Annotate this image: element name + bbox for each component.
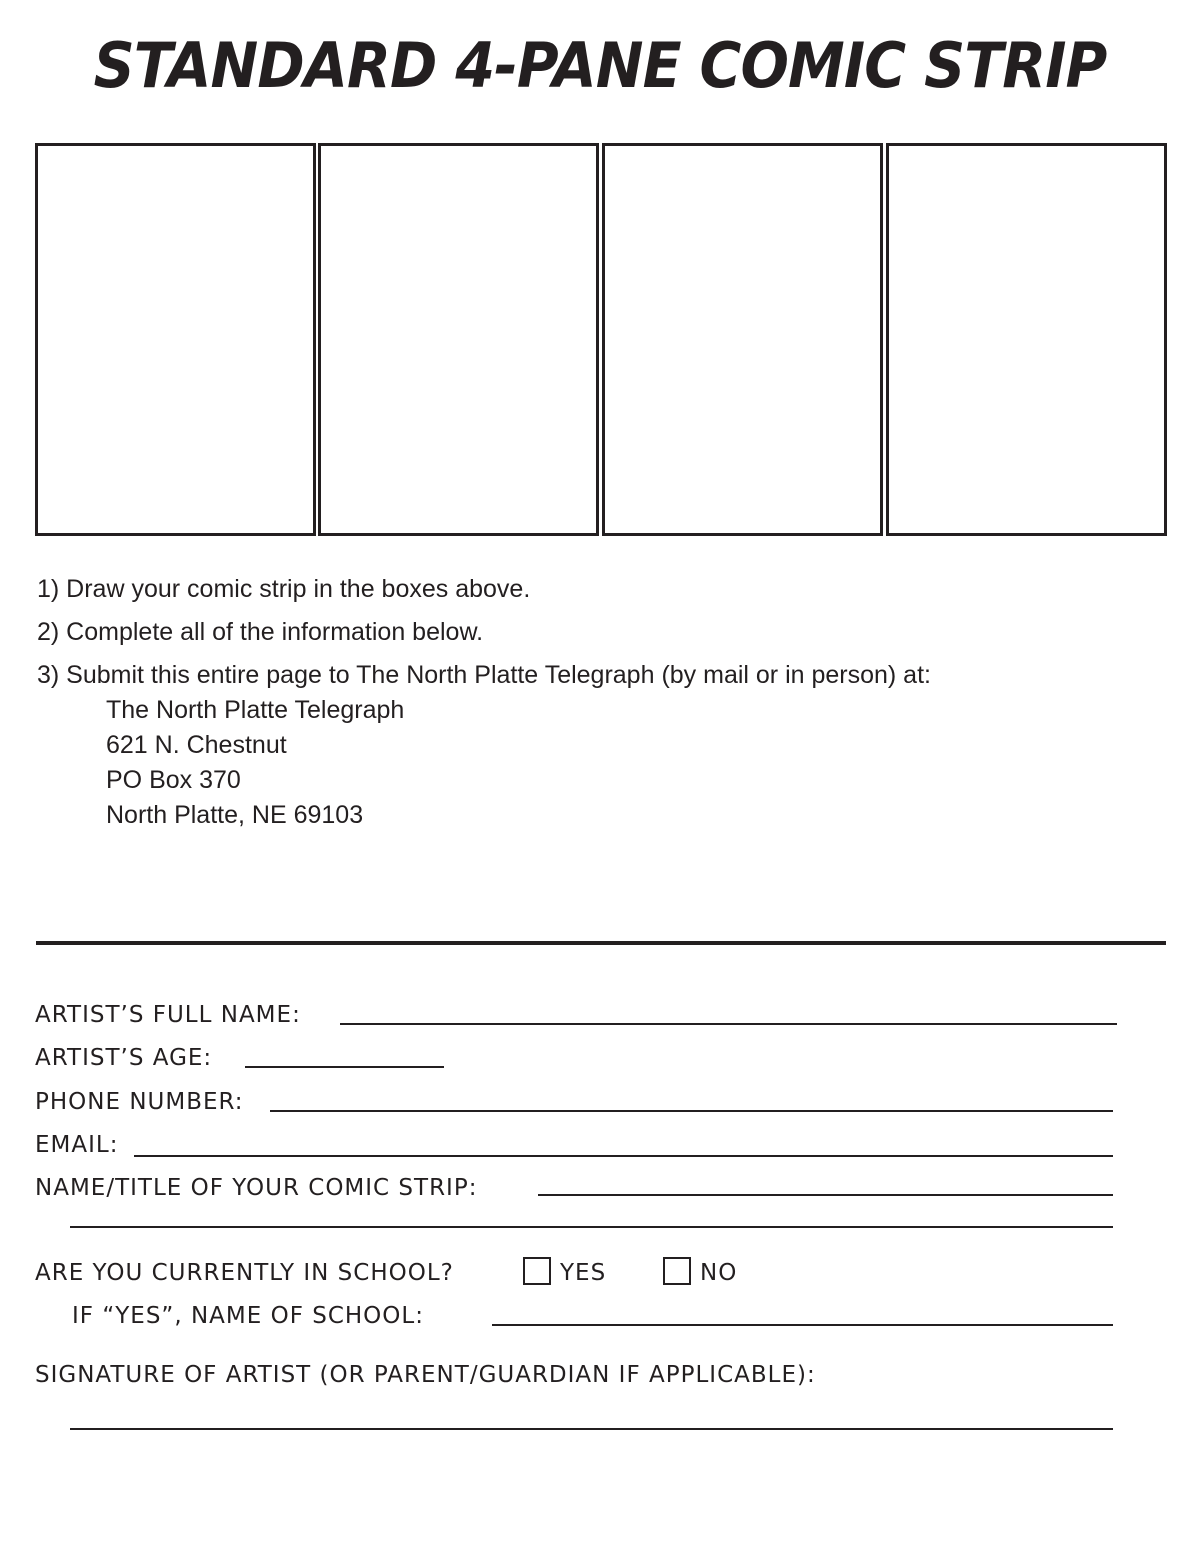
age-label: ARTIST’S AGE: <box>35 1045 213 1071</box>
phone-field[interactable] <box>270 1110 1113 1112</box>
address-name: The North Platte Telegraph <box>106 696 405 724</box>
comic-title-field-line-2[interactable] <box>70 1226 1113 1228</box>
yes-checkbox[interactable] <box>523 1257 551 1285</box>
address-po-box: PO Box 370 <box>106 766 241 794</box>
comic-pane-1[interactable] <box>35 143 316 536</box>
age-field[interactable] <box>245 1066 444 1068</box>
comic-pane-2[interactable] <box>318 143 599 536</box>
comic-pane-4[interactable] <box>886 143 1167 536</box>
comic-pane-3[interactable] <box>602 143 883 536</box>
section-divider <box>36 941 1166 945</box>
comic-title-label: NAME/TITLE OF YOUR COMIC STRIP: <box>35 1175 478 1201</box>
signature-field[interactable] <box>70 1428 1113 1430</box>
instruction-2: 2) Complete all of the information below. <box>37 618 484 646</box>
school-question-label: ARE YOU CURRENTLY IN SCHOOL? <box>35 1260 454 1286</box>
phone-label: PHONE NUMBER: <box>35 1089 244 1115</box>
page-title: STANDARD 4-PANE COMIC STRIP <box>93 29 1107 102</box>
no-checkbox[interactable] <box>663 1257 691 1285</box>
address-city: North Platte, NE 69103 <box>106 801 364 829</box>
instruction-1: 1) Draw your comic strip in the boxes above. <box>37 575 531 603</box>
signature-label: SIGNATURE OF ARTIST (OR PARENT/GUARDIAN IF APPLICABLE): <box>35 1362 816 1388</box>
school-name-label: IF “YES”, NAME OF SCHOOL: <box>72 1303 424 1329</box>
address-street: 621 N. Chestnut <box>106 731 287 759</box>
full-name-field[interactable] <box>340 1023 1117 1025</box>
comic-title-field[interactable] <box>538 1194 1113 1196</box>
email-field[interactable] <box>134 1155 1113 1157</box>
email-label: EMAIL: <box>35 1132 119 1158</box>
school-name-field[interactable] <box>492 1324 1113 1326</box>
no-label: NO <box>700 1260 738 1286</box>
yes-label: YES <box>560 1260 607 1286</box>
full-name-label: ARTIST’S FULL NAME: <box>35 1002 301 1028</box>
instruction-3: 3) Submit this entire page to The North Platte Telegraph (by mail or in person) at: <box>37 661 931 689</box>
